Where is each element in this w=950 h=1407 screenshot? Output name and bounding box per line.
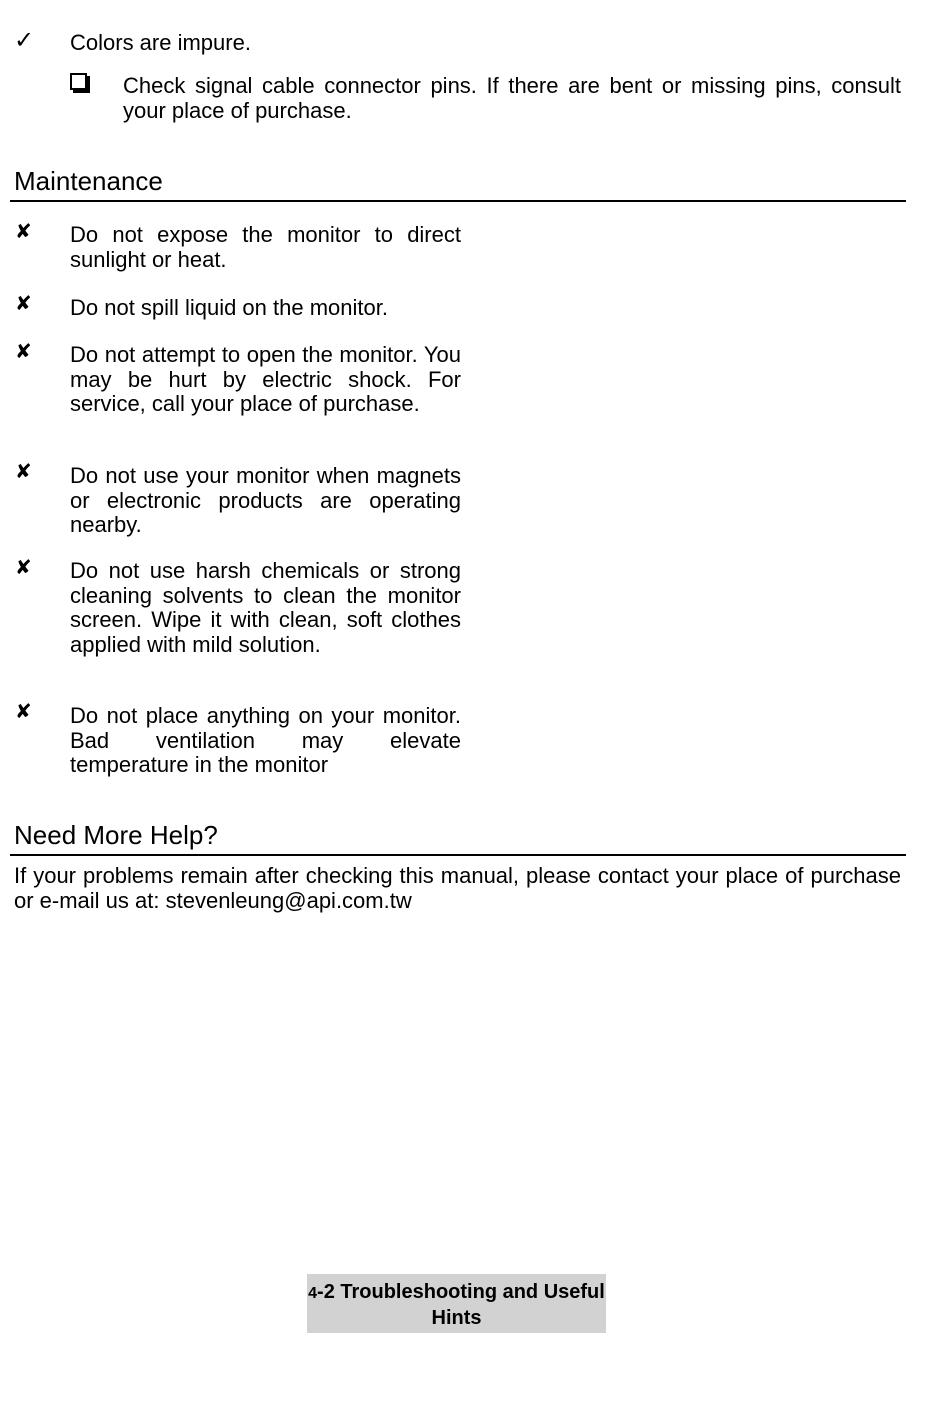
maintenance-item: Do not expose the monitor to direct sunlight or heat. [70, 222, 461, 272]
page-section-title: -2 Troubleshooting and Useful Hints [317, 1281, 605, 1329]
maintenance-item: Do not use harsh chemicals or strong cleaning solvents to clean the monitor screen. Wipe it with clean, soft clothes applied with mild solution. [70, 558, 461, 657]
maintenance-divider [10, 200, 906, 202]
cross-icon: ✘ [15, 555, 32, 579]
help-text: If your problems remain after checking this manual, please contact your place of purchase or e-mail us at: stevenleung@api.com.tw [14, 863, 901, 913]
cross-icon: ✘ [15, 699, 32, 723]
cross-icon: ✘ [15, 339, 32, 363]
maintenance-item: Do not attempt to open the monitor. You may be hurt by electric shock. For service, call your place of purchase. [70, 342, 461, 416]
cross-icon: ✘ [15, 459, 32, 483]
help-divider [10, 854, 906, 856]
page-number: 4 [308, 1285, 318, 1302]
checkmark-icon: ✓ [14, 27, 35, 54]
cross-icon: ✘ [15, 291, 32, 315]
maintenance-item: Do not place anything on your monitor. Bad ventilation may elevate temperature in the monitor [70, 703, 461, 777]
maintenance-item: Do not use your monitor when magnets or electronic products are operating nearby. [70, 463, 461, 537]
checkbox-bullet-icon [70, 73, 87, 90]
help-heading: Need More Help? [14, 820, 218, 850]
cross-icon: ✘ [15, 219, 32, 243]
solution-text: Check signal cable connector pins. If there are bent or missing pins, consult your place of purchase. [123, 73, 901, 123]
symptom-text: Colors are impure. [70, 30, 251, 55]
maintenance-heading: Maintenance [14, 166, 163, 196]
maintenance-item: Do not spill liquid on the monitor. [70, 295, 388, 320]
page-footer [307, 1274, 606, 1333]
